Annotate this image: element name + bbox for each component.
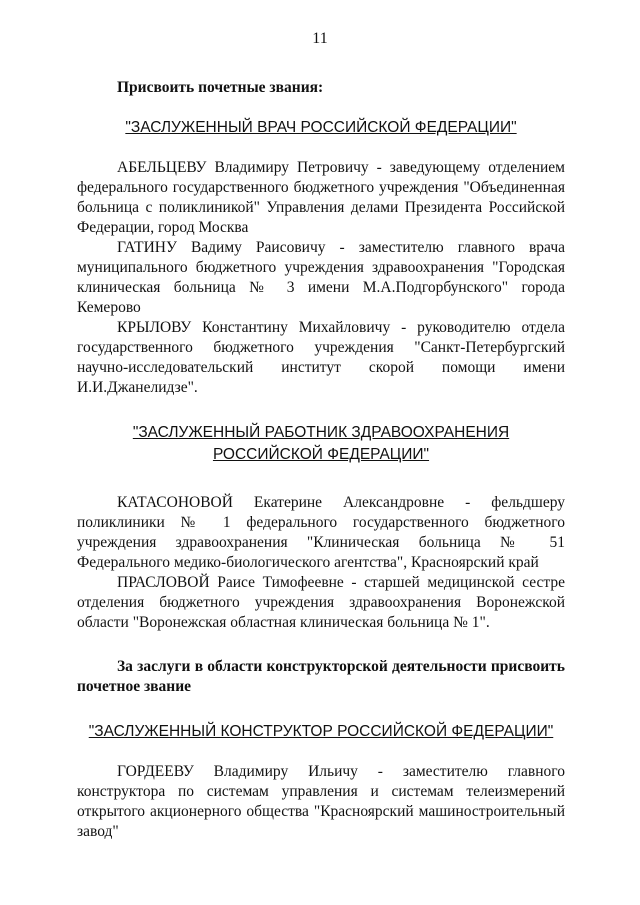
section-intro-honorary-titles: Присвоить почетные звания: [117,79,324,96]
award-entry: ГОРДЕЕВУ Владимиру Ильичу - заместителю главного конструктора по системам управления и системам телеизмерений открытого акционерного общества "Красноярский машиностроительный завод" [77,763,565,840]
award-entry: ПРАСЛОВОЙ Раисе Тимофеевне - старшей медицинской сестре отделения бюджетного учреждения здравоохранения Воронежской области "Воронежская областная клиническая больница № 1". [77,574,565,631]
title-honored-doctor: "ЗАСЛУЖЕННЫЙ ВРАЧ РОССИЙСКОЙ ФЕДЕРАЦИИ" [125,119,517,136]
award-entry: АБЕЛЬЦЕВУ Владимиру Петровичу - заведующему отделением федерального государственного бюджетного учреждения "Объединенная больница с поликлиникой" Управления делами Президента Российской Федерации, город Москва [77,159,565,236]
title-honored-healthcare-worker [77,422,565,466]
title-line: "ЗАСЛУЖЕННЫЙ РАБОТНИК ЗДРАВООХРАНЕНИЯ [132,424,510,441]
document-body [77,78,565,842]
award-entry: КАТАСОНОВОЙ Екатерине Александровне - фельдшеру поликлиники № 1 федерального государственного бюджетного учреждения здравоохранения "Клиническая больница № 51 Федерального медико-биологического агентства", Красноярский край [77,494,565,571]
title-line: РОССИЙСКОЙ ФЕДЕРАЦИИ" [212,446,430,463]
section-intro-design-merit: За заслуги в области конструкторской деятельности присвоить почетное звание [77,658,565,695]
title-honored-designer: "ЗАСЛУЖЕННЫЙ КОНСТРУКТОР РОССИЙСКОЙ ФЕДЕРАЦИИ" [88,723,554,740]
page-number: 11 [312,30,328,47]
award-entry: КРЫЛОВУ Константину Михайловичу - руководителю отдела государственного бюджетного учреждения "Санкт-Петербургский научно-исследовательский институт скорой помощи имени И.И.Джанелидзе". [77,319,565,396]
award-entry: ГАТИНУ Вадиму Раисовичу - заместителю главного врача муниципального бюджетного учреждения здравоохранения "Городская клиническая больница № 3 имени М.А.Подгорбунского" города Кемерово [77,239,565,316]
